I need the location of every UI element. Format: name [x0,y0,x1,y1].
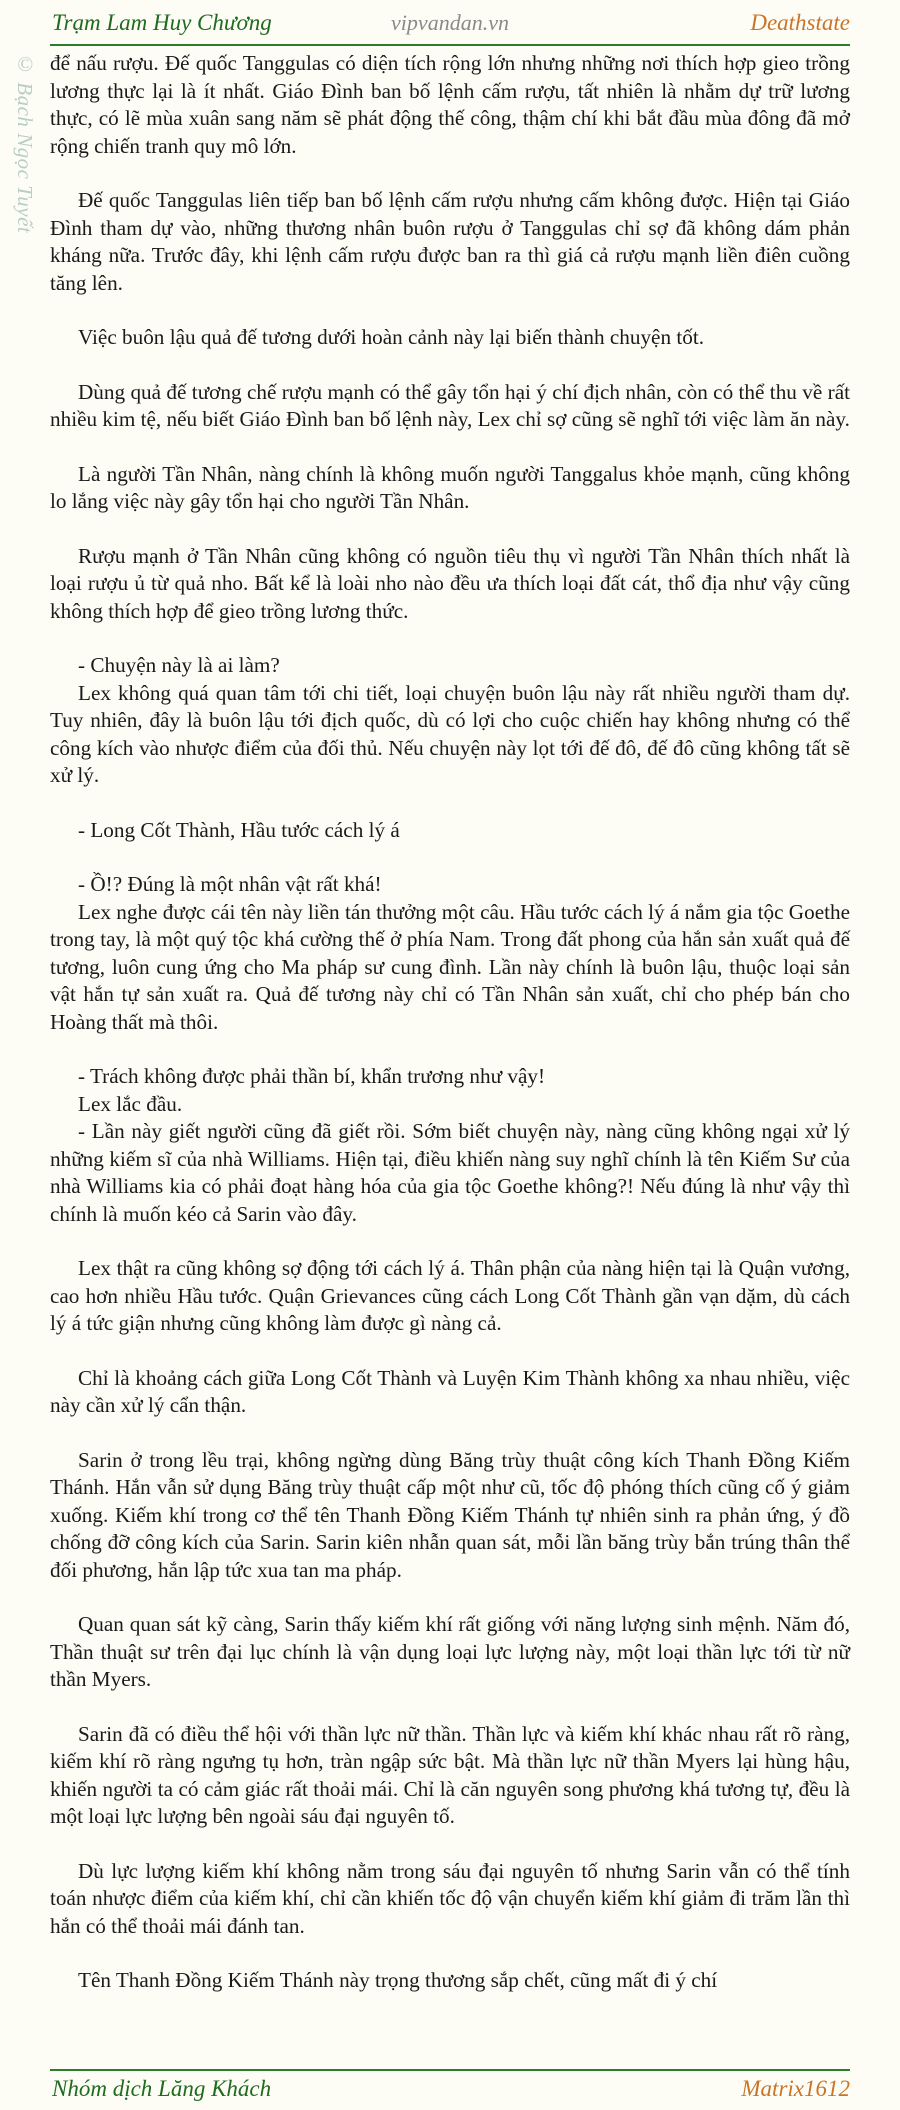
footer-editor: Matrix1612 [741,2076,850,2101]
paragraph: Rượu mạnh ở Tần Nhân cũng không có nguồn tiêu thụ vì người Tần Nhân thích nhất là loại rượu ủ từ quả nho. Bất kể là loài nho nào đều ưa thích loại đất cát, thổ địa như vậy cũng không thích hợp để gieo trồng lương thức. [50,543,850,623]
paragraph: Lex lắc đầu. [78,1091,183,1116]
paragraph: Lex thật ra cũng không sợ động tới cách lý á. Thân phận của nàng hiện tại là Quận vương, cao hơn nhiều Hầu tước. Quận Grievances cũng cách Long Cốt Thành gần vạn dặm, dù cách lý á tức giận nhưng cũng không làm được gì nàng cả. [50,1256,850,1335]
paragraph: Chỉ là khoảng cách giữa Long Cốt Thành và Luyện Kim Thành không xa nhau nhiều, việc này cần xử lý cẩn thận. [50,1365,850,1417]
dialogue-line: - Trách không được phải thần bí, khẩn trương như vậy! [78,1064,546,1088]
header-divider [50,44,850,46]
dialogue-line: - Long Cốt Thành, Hầu tước cách lý á [78,817,400,842]
paragraph: Sarin ở trong lều trại, không ngừng dùng Băng trùy thuật công kích Thanh Đồng Kiếm Thánh. Hắn vẫn sử dụng Băng trùy thuật cấp một như cũ, tốc độ phóng thích cũng cố ý giảm xuống. Kiếm khí trong cơ thể tên Thanh Đồng Kiếm Thánh tự nhiên sinh ra phản ứng, ý đồ chống đỡ công kích của Sarin. Sarin kiên nhẫn quan sát, mỗi lần băng trùy bắn trúng thân thể đối phương, hắn lập tức xua tan ma pháp. [50,1447,850,1582]
paragraph: Lex nghe được cái tên này liền tán thưởng một câu. Hầu tước cách lý á nắm gia tộc Goethe trong tay, là một quý tộc khá cường thế ở phía Nam. Trong đất phong của hắn sản xuất quả đế tương, luôn cung ứng cho Ma pháp sư cung đình. Lần này chính là buôn lậu, thuộc loại sản vật hắn tự sản xuất ra. Quả đế tương này chỉ có Tần Nhân sản xuất, chỉ cho phép bán cho Hoàng thất mà thôi. [50,899,850,1034]
chapter-body [50,50,850,1995]
paragraph: Dù lực lượng kiếm khí không nằm trong sáu đại nguyên tố nhưng Sarin vẫn có thể tính toán nhược điểm của kiếm khí, chỉ cần khiến tốc độ vận chuyển kiếm khí giảm đi trăm lần thì hắn có thể thoải mái đánh tan. [50,1858,850,1938]
paragraph: Quan quan sát kỹ càng, Sarin thấy kiếm khí rất giống với năng lượng sinh mệnh. Năm đó, Thần thuật sư trên đại lục chính là vận dụng loại lực lượng này, một loại thần lực tới từ nữ thần Myers. [50,1612,850,1691]
paragraph: Việc buôn lậu quả đế tương dưới hoàn cảnh này lại biến thành chuyện tốt. [78,325,705,349]
side-watermark: © Bạch Ngọc Tuyết [13,52,37,234]
paragraph: Đế quốc Tanggulas liên tiếp ban bố lệnh cấm rượu nhưng cấm không được. Hiện tại Giáo Đình tham dự vào, những thương nhân buôn rượu ở Tanggulas chỉ sợ đã không dám phản kháng nữa. Trước đây, khi lệnh cấm rượu được ban ra thì giá cả rượu mạnh liền điên cuồng tăng lên. [50,188,850,295]
paragraph: Dùng quả đế tương chế rượu mạnh có thể gây tổn hại ý chí địch nhân, còn có thể thu về rất nhiều kim tệ, nếu biết Giáo Đình ban bố lệnh này, Lex chỉ sợ cũng sẽ nghĩ tới việc làm ăn này. [50,379,850,431]
page-footer [0,2070,900,2110]
paragraph: Là người Tần Nhân, nàng chính là không muốn người Tanggalus khỏe mạnh, cũng không lo lắng việc này gây tổn hại cho người Tần Nhân. [50,461,850,513]
header-forum-name: Trạm Lam Huy Chương [52,10,272,35]
header-author: Deathstate [750,10,850,35]
paragraph: Lex không quá quan tâm tới chi tiết, loại chuyện buôn lậu này rất nhiều người tham dự. Tuy nhiên, đây là buôn lậu tới địch quốc, dù có lợi cho cuộc chiến hay không nhưng có thể công kích vào nhược điểm của đối thủ. Nếu chuyện này lọt tới đế đô, đế đô cũng không tất sẽ xử lý. [50,680,850,787]
footer-translator-group: Nhóm dịch Lăng Khách [52,2076,272,2101]
dialogue-line: - Ồ!? Đúng là một nhân vật rất khá! [78,872,382,896]
header-site-name: vipvandan.vn [391,10,509,35]
paragraph: Tên Thanh Đồng Kiếm Thánh này trọng thương sắp chết, cũng mất đi ý chí [78,1968,718,1992]
paragraph: để nấu rượu. Đế quốc Tanggulas có diện tích rộng lớn nhưng những nơi thích hợp gieo trồng lương thực lại là ít nhất. Giáo Đình ban bố lệnh cấm rượu, tất nhiên là nhằm dự trữ lương thực, có lẽ mùa xuân sang năm sẽ phát động thế công, thậm chí khi bắt đầu mùa đông đã mở rộng chiến tranh quy mô lớn. [50,51,850,158]
page-header [0,0,900,46]
paragraph: Sarin đã có điều thể hội với thần lực nữ thần. Thần lực và kiếm khí khác nhau rất rõ ràng, kiếm khí rõ ràng ngưng tụ hơn, tràn ngập sức bật. Mà thần lực nữ thần Myers lại hùng hậu, khiến người ta có cảm giác rất thoải mái. Chỉ là căn nguyên song phương khá tương tự, đều là một loại lực lượng bên ngoài sáu đại nguyên tố. [50,1721,850,1828]
dialogue-line: - Lần này giết người cũng đã giết rồi. Sớm biết chuyện này, nàng cũng không ngại xử lý những kiếm sĩ của nhà Williams. Hiện tại, điều khiến nàng suy nghĩ chính là tên Kiếm Sư của nhà Williams kia có phải đoạt hàng hóa của gia tộc Goethe không?! Nếu đúng là như vậy thì chính là muốn kéo cả Sarin vào đây. [50,1119,850,1226]
dialogue-line: - Chuyện này là ai làm? [78,653,280,677]
